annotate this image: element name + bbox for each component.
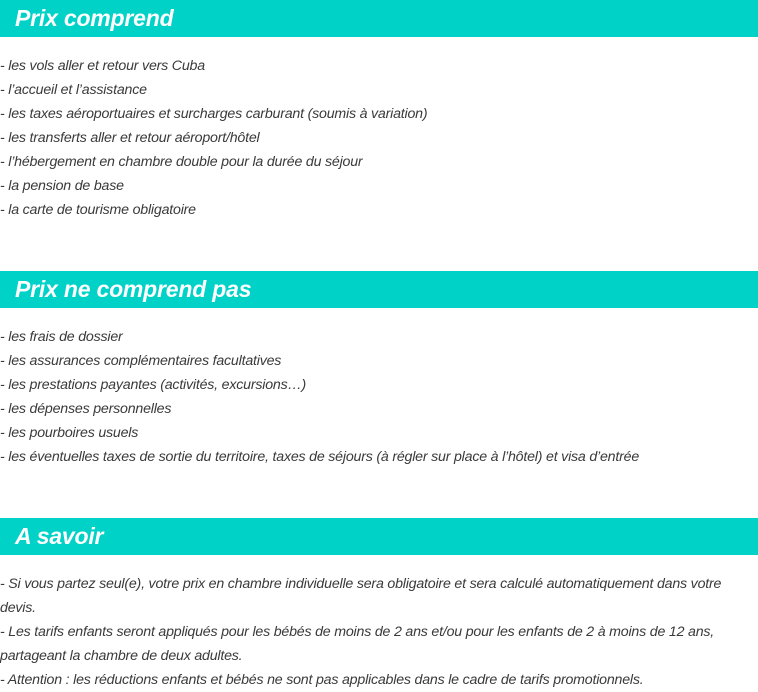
section-prix-ne-comprend-pas (0, 271, 758, 469)
list-item: - les pourboires usuels (0, 425, 139, 441)
notes-list (0, 572, 758, 692)
excluded-items-list (0, 325, 758, 469)
section-title: A savoir (0, 518, 758, 555)
list-item: - les taxes aéroportuaires et surcharges carburant (soumis à variation) (0, 106, 428, 122)
section-title: Prix ne comprend pas (0, 271, 758, 308)
list-item: - l’hébergement en chambre double pour la durée du séjour (0, 154, 363, 170)
list-item: - la pension de base (0, 178, 124, 194)
list-item: - l’accueil et l’assistance (0, 82, 147, 98)
section-prix-comprend (0, 0, 758, 222)
list-item: - les vols aller et retour vers Cuba (0, 58, 205, 74)
section-a-savoir (0, 518, 758, 692)
note-paragraph: - Attention : les réductions enfants et bébés ne sont pas applicables dans le cadre de tarifs promotionnels. (0, 672, 644, 688)
list-item: - les frais de dossier (0, 329, 123, 345)
list-item: - les assurances complémentaires facultatives (0, 353, 282, 369)
list-item: - les prestations payantes (activités, excursions…) (0, 377, 306, 393)
list-item: - les transferts aller et retour aéroport/hôtel (0, 130, 260, 146)
included-items-list (0, 54, 758, 222)
list-item: - les éventuelles taxes de sortie du territoire, taxes de séjours (à régler sur place à l’hôtel) et visa d’entrée (0, 449, 640, 465)
section-title: Prix comprend (0, 0, 758, 37)
note-paragraph: - Si vous partez seul(e), votre prix en chambre individuelle sera obligatoire et sera calculé automatiquement dans votre devis. (0, 576, 722, 616)
list-item: - la carte de tourisme obligatoire (0, 202, 196, 218)
note-paragraph: - Les tarifs enfants seront appliqués pour les bébés de moins de 2 ans et/ou pour les enfants de 2 à moins de 12 ans, partageant la chambre de deux adultes. (0, 624, 715, 664)
list-item: - les dépenses personnelles (0, 401, 172, 417)
